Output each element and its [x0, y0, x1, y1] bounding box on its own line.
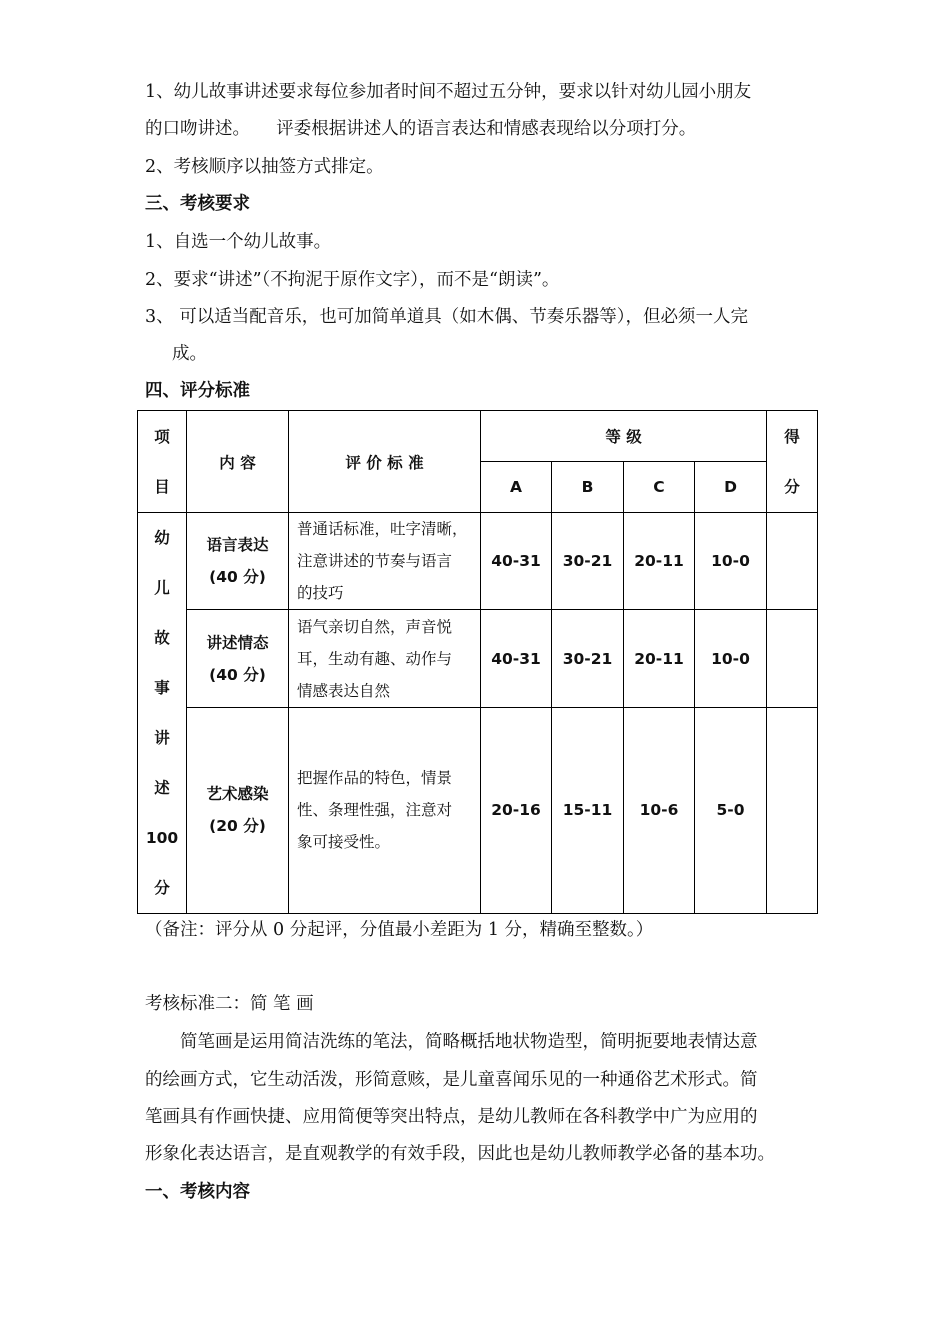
row-criteria: 普通话标准，吐字清晰， 注意讲述的节奏与语言 的技巧 — [289, 513, 481, 610]
standard-2-sub-heading: 一、考核内容 — [145, 1182, 250, 1202]
score-b: 30-21 — [552, 610, 624, 707]
header-content: 内 容 — [187, 411, 289, 513]
score-c: 20-11 — [624, 513, 695, 610]
standard-2-para-4: 形象化表达语言，是直观教学的有效手段，因此也是幼儿教师教学必备的基本功。 — [145, 1144, 775, 1164]
score-b: 30-21 — [552, 513, 624, 610]
score-d: 5-0 — [695, 707, 767, 913]
grade-d: D — [695, 462, 767, 513]
table-row — [138, 610, 818, 707]
row-criteria: 把握作品的特色，情景 性、条理性强，注意对 象可接受性。 — [289, 707, 481, 913]
grade-c: C — [624, 462, 695, 513]
requirement-2: 2、要求“讲述”（不拘泥于原作文字），而不是“朗读”。 — [145, 270, 560, 290]
header-grade: 等 级 — [481, 411, 767, 462]
score-c: 10-6 — [624, 707, 695, 913]
section-4-heading: 四、评分标准 — [145, 381, 250, 401]
score-a: 20-16 — [481, 707, 552, 913]
intro-line-2: 的口吻讲述。 评委根据讲述人的语言表达和情感表现给以分项打分。 — [145, 119, 697, 139]
row-content: 艺术感染 (20 分) — [187, 707, 289, 913]
section-3-heading: 三、考核要求 — [145, 194, 250, 214]
score-a: 40-31 — [481, 513, 552, 610]
table-row — [138, 707, 818, 913]
header-score: 得 分 — [767, 411, 818, 513]
intro-line-3: 2、考核顺序以抽签方式排定。 — [145, 157, 384, 177]
scoring-table — [137, 410, 817, 911]
header-item: 项 目 — [138, 411, 187, 513]
table-row — [138, 513, 818, 610]
score-d: 10-0 — [695, 610, 767, 707]
requirement-3: 3、 可以适当配音乐，也可加简单道具（如木偶、节奏乐器等），但必须一人完 — [145, 307, 748, 327]
score-d: 10-0 — [695, 513, 767, 610]
row-content: 讲述情态 (40 分) — [187, 610, 289, 707]
standard-2-para-1: 简笔画是运用简洁洗练的笔法，简略概括地状物造型，简明扼要地表情达意 — [145, 1032, 758, 1052]
row-content: 语言表达 (40 分) — [187, 513, 289, 610]
score-blank[interactable] — [767, 707, 818, 913]
standard-2-heading: 考核标准二：简 笔 画 — [145, 994, 314, 1014]
row-criteria: 语气亲切自然，声音悦 耳，生动有趣、动作与 情感表达自然 — [289, 610, 481, 707]
table-note: （备注：评分从 0 分起评，分值最小差距为 1 分，精确至整数。） — [145, 920, 654, 940]
grade-a: A — [481, 462, 552, 513]
score-c: 20-11 — [624, 610, 695, 707]
standard-2-para-3: 笔画具有作画快捷、应用简便等突出特点，是幼儿教师在各科教学中广为应用的 — [145, 1107, 758, 1127]
requirement-3-cont: 成。 — [172, 344, 207, 364]
score-a: 40-31 — [481, 610, 552, 707]
requirement-1: 1、自选一个幼儿故事。 — [145, 232, 332, 252]
score-b: 15-11 — [552, 707, 624, 913]
grade-b: B — [552, 462, 624, 513]
standard-2-para-2: 的绘画方式，它生动活泼，形简意赅，是儿童喜闻乐见的一种通俗艺术形式。简 — [145, 1070, 758, 1090]
score-blank[interactable] — [767, 610, 818, 707]
category-cell: 幼 儿 故 事 讲 述 100 分 — [138, 513, 187, 914]
score-blank[interactable] — [767, 513, 818, 610]
header-criteria: 评 价 标 准 — [289, 411, 481, 513]
intro-line-1: 1、幼儿故事讲述要求每位参加者时间不超过五分钟，要求以针对幼儿园小朋友 — [145, 82, 752, 102]
